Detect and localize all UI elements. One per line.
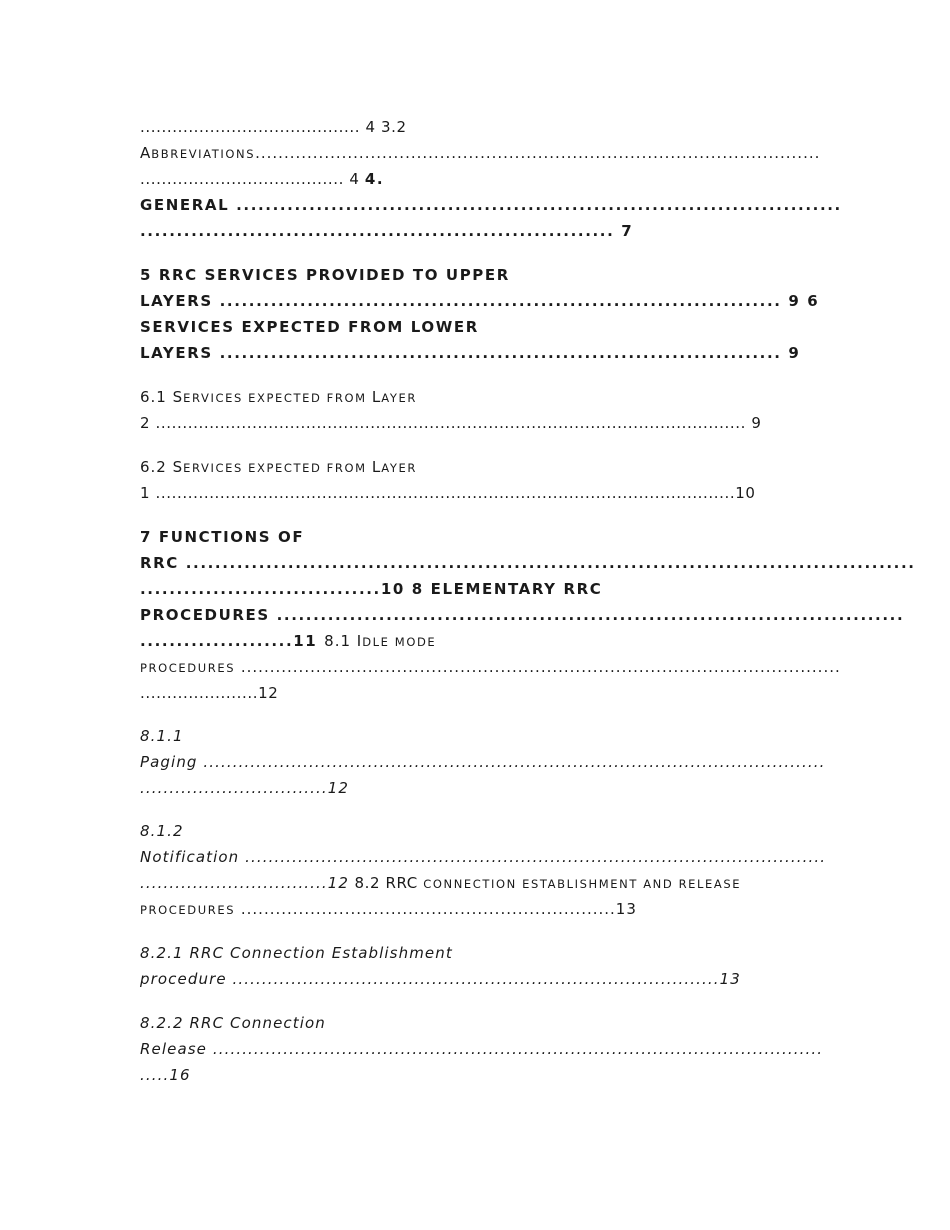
toc-entry-8-2-1[interactable]: 8.2.1 RRC Connection Establishment xyxy=(140,944,453,962)
toc-line: ...................................... 4 4. xyxy=(140,170,385,188)
toc-line: PROCEDURES ........................................................................................................ xyxy=(140,658,841,676)
toc-line: RRC .................................................................................................... xyxy=(140,554,916,572)
toc-line: ................................12 xyxy=(140,779,350,797)
toc-block-services xyxy=(140,262,820,366)
toc-block-paging xyxy=(140,723,826,801)
toc-line: ......................12 xyxy=(140,684,279,702)
toc-entry-6-1[interactable]: 6.1 SERVICES EXPECTED FROM LAYER xyxy=(140,388,417,406)
toc-line: PROCEDURES .................................................................13 xyxy=(140,900,637,918)
toc-entry-services-expected[interactable]: SERVICES EXPECTED FROM LOWER xyxy=(140,318,479,336)
toc-line: ......................................... 4 3.2 xyxy=(140,118,407,136)
toc-entry-8-2-2[interactable]: 8.2.2 RRC Connection xyxy=(140,1014,326,1032)
toc-line: ................................................................. 7 xyxy=(140,222,634,240)
toc-entry-8-1-1[interactable]: 8.1.1 xyxy=(140,727,184,745)
toc-line: LAYERS ............................................................................. 9 xyxy=(140,344,801,362)
toc-entry-rrc-services[interactable]: 5 RRC SERVICES PROVIDED TO UPPER xyxy=(140,266,510,284)
toc-entry-elementary-procedures[interactable]: .................................10 8 ELEMENTARY RRC xyxy=(140,580,603,598)
toc-line: Notification ................................................................................................... xyxy=(140,848,827,866)
toc-entry-general[interactable]: GENERAL ................................................................................... xyxy=(140,196,842,214)
toc-block-notification xyxy=(140,818,827,922)
toc-line: 1 ............................................................................................................10 xyxy=(140,484,756,502)
toc-block-6-2 xyxy=(140,454,810,506)
toc-line: LAYERS ............................................................................. 9 6 xyxy=(140,292,820,310)
toc-line: procedure ...................................................................................13 xyxy=(140,970,741,988)
toc-block-6-1 xyxy=(140,384,810,436)
toc-entry-8-1[interactable]: .....................11 8.1 IDLE MODE xyxy=(140,632,437,650)
toc-line: PROCEDURES ...................................................................................... xyxy=(140,606,905,624)
toc-entry-6-2[interactable]: 6.2 SERVICES EXPECTED FROM LAYER xyxy=(140,458,417,476)
toc-entry-8-2[interactable]: ................................12 8.2 RRC CONNECTION ESTABLISHMENT AND RELEASE xyxy=(140,874,742,892)
toc-block-definitions xyxy=(140,114,842,244)
toc-line: Paging .......................................................................................................... xyxy=(140,753,826,771)
toc-block-8-2-2 xyxy=(140,1010,824,1088)
toc-line: .....16 xyxy=(140,1066,191,1084)
toc-block-8-2-1 xyxy=(140,940,810,992)
toc-line: Release ........................................................................................................ xyxy=(140,1040,824,1058)
toc-entry-8-1-2[interactable]: 8.1.2 xyxy=(140,822,184,840)
toc-entry-abbreviations[interactable]: ABBREVIATIONS.................................................................................................. xyxy=(140,144,821,162)
toc-block-functions xyxy=(140,524,916,706)
toc-line: 2 .............................................................................................................. 9 xyxy=(140,414,762,432)
toc-entry-functions[interactable]: 7 FUNCTIONS OF xyxy=(140,528,305,546)
